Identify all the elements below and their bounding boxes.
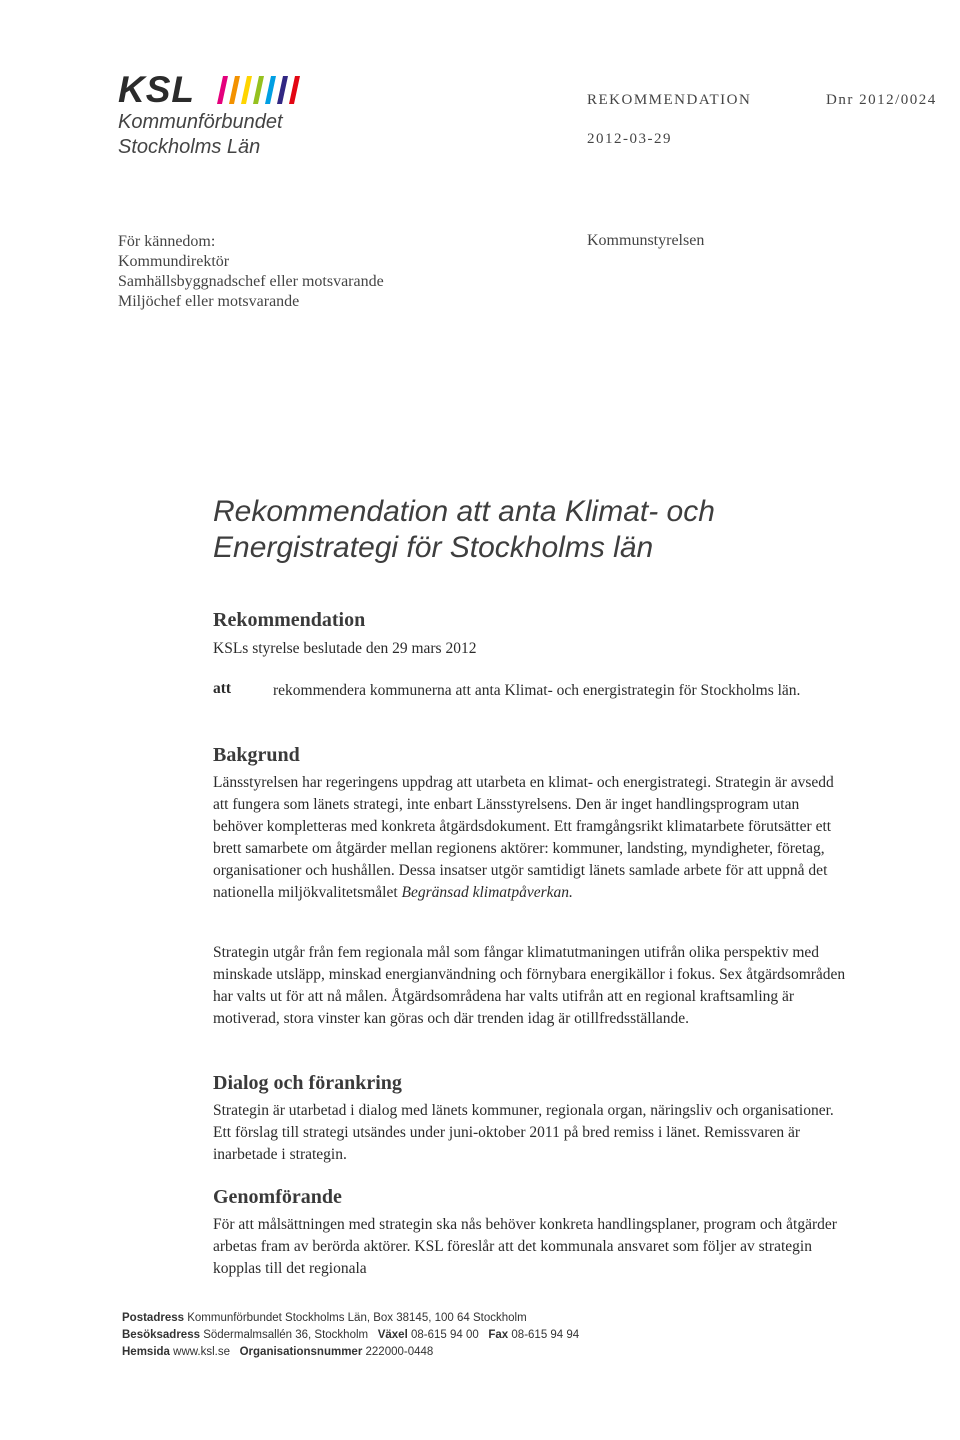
recipients-list: [118, 232, 384, 312]
dialog-heading: Dialog och förankring: [213, 1072, 402, 1094]
recipient-main: Kommunstyrelsen: [587, 232, 705, 249]
document-title: [213, 494, 833, 566]
footer-org-value: 222000-0448: [365, 1346, 434, 1358]
title-line1: Rekommendation att anta Klimat- och: [213, 495, 715, 528]
footer-org-label: Organisationsnummer: [239, 1346, 363, 1358]
logo-subtitle-line1: Kommunförbundet: [118, 111, 283, 133]
logo-stripe: [241, 76, 252, 104]
title-line2: Energistrategi för Stockholms län: [213, 531, 654, 564]
att-label: att: [213, 680, 232, 697]
footer-fax-value: 08-615 94 94: [511, 1329, 580, 1341]
footer-web-label: Hemsida: [122, 1346, 170, 1358]
recommendation-heading: Rekommendation: [213, 609, 366, 631]
background-heading: Bakgrund: [213, 744, 300, 766]
recipient-item: Kommundirektör: [118, 253, 230, 270]
logo-stripe: [253, 76, 264, 104]
ksl-logo: [118, 70, 418, 160]
footer-fax-label: Fax: [488, 1329, 509, 1341]
background-text: Länsstyrelsen har regeringens uppdrag att utarbeta en klimat- och energistrategi. Strategin är avsedd att fungera som länets strategi, inte enbart Länsstyrelsens. Den är inget handlingsprogram utan behöver kompletteras med konkreta åtgärdsdokument. Ett framgångsrikt klimatarbete förutsätter ett brett samarbete om åtgärder mellan regionens aktörer: kommuner, landsting, myndigheter, företag, organisationer och hushållen. Dessa insatser utgör samtidigt länets samlade arbete för att uppnå det nationella miljökvalitetsmålet: [213, 774, 834, 901]
footer-postal-label: Postadress: [122, 1312, 185, 1324]
doc-type: REKOMMENDATION: [587, 92, 752, 108]
footer-line-contact: [122, 1327, 842, 1344]
implementation-text: För att målsättningen med strategin ska nås behöver konkreta handlingsplaner, program och åtgärder arbetas fram av berörda aktörer. KSL föreslår att det kommunala ansvaret som följer av strategin kopplas till det regionala: [213, 1216, 837, 1277]
background-paragraph-1: [213, 772, 853, 904]
recipient-item: Samhällsbyggnadschef eller motsvarande: [118, 273, 384, 290]
doc-date: 2012-03-29: [587, 131, 672, 147]
background-paragraph-2: Strategin utgår från fem regionala mål som fångar klimatutmaningen utifrån olika perspektiv med minskade utsläpp, minskad energianvändning och förnybara energikällor i fokus. Sex åtgärdsområden har valts ut för att nå målen. Åtgärdsområdena har valts utifrån att en regional kraftsamling är motiverad, stora vinster kan göras och där trenden idag är otillfredsställande.: [213, 944, 846, 1027]
footer: [122, 1310, 842, 1361]
footer-line-web: [122, 1344, 842, 1361]
footer-postal-value: Kommunförbundet Stockholms Län, Box 38145, 100 64 Stockholm: [187, 1312, 527, 1324]
att-text: rekommendera kommunerna att anta Klimat- och energistrategin för Stockholms län.: [273, 682, 801, 699]
recommendation-decision: KSLs styrelse beslutade den 29 mars 2012: [213, 640, 477, 657]
implementation-heading: Genomförande: [213, 1186, 342, 1208]
footer-phone-value: 08-615 94 00: [410, 1329, 479, 1341]
logo-stripe: [217, 76, 228, 104]
background-italic-goal: Begränsad klimatpåverkan.: [401, 884, 573, 901]
logo-name: KSL: [118, 69, 195, 110]
logo-stripe: [265, 76, 276, 104]
logo-subtitle-line2: Stockholms Län: [118, 136, 261, 158]
doc-dnr: Dnr 2012/0024: [826, 92, 937, 108]
dialog-text: Strategin är utarbetad i dialog med länets kommuner, regionala organ, näringsliv och organisationer. Ett förslag till strategi utsändes under juni-oktober 2011 på bred remiss i länet. Remissvaren är inarbetade i strategin.: [213, 1102, 834, 1163]
footer-web-link[interactable]: www.ksl.se: [173, 1346, 231, 1358]
logo-stripe: [229, 76, 240, 104]
recipient-item: Miljöchef eller motsvarande: [118, 293, 300, 310]
footer-phone-label: Växel: [377, 1329, 408, 1341]
footer-visit-label: Besöksadress: [122, 1329, 200, 1341]
logo-stripe: [289, 76, 300, 104]
logo-stripe: [277, 76, 288, 104]
footer-line-postal: [122, 1310, 842, 1327]
recipients-intro: För kännedom:: [118, 233, 216, 250]
footer-visit-value: Södermalmsallén 36, Stockholm: [203, 1329, 369, 1341]
logo-stripes-icon: [211, 75, 307, 105]
